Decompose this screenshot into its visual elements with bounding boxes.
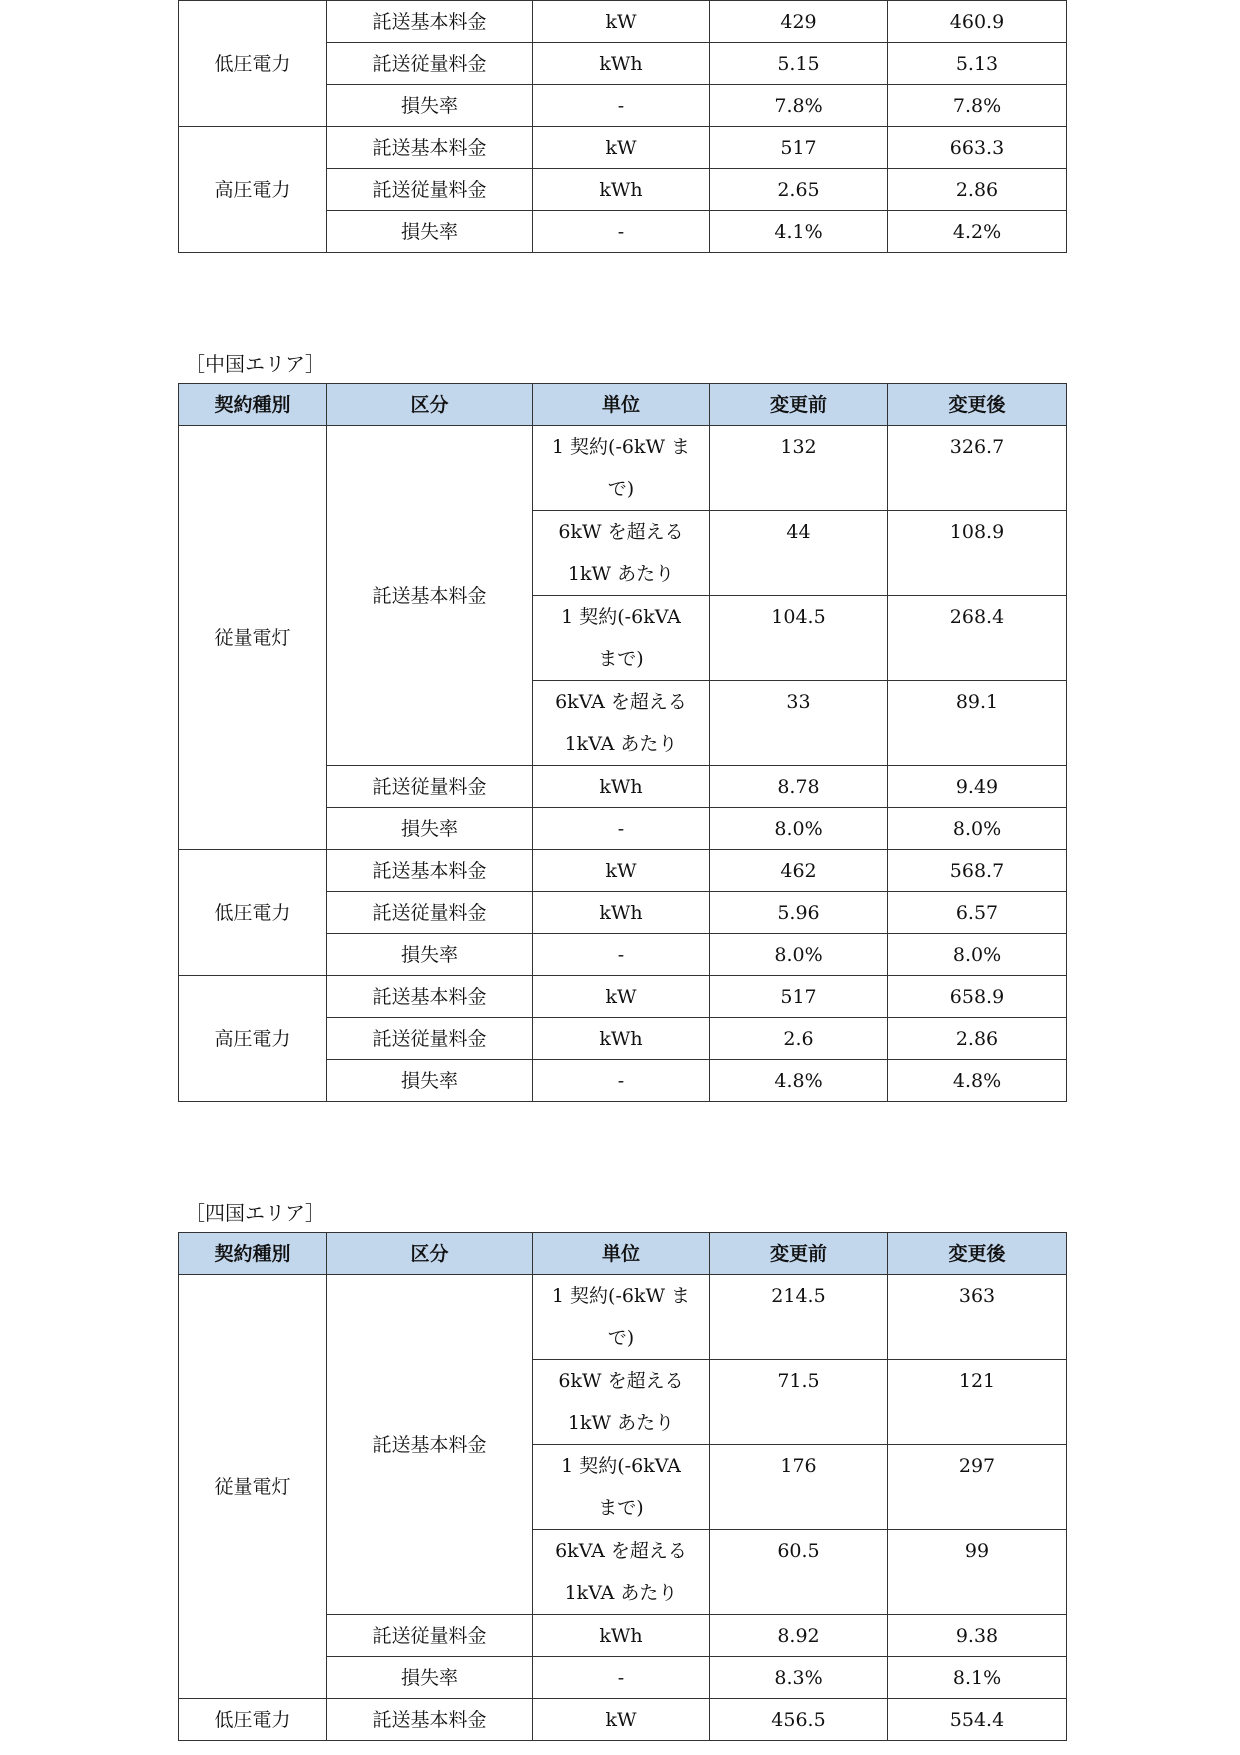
unit-cell: - (533, 85, 710, 127)
header-category: 区分 (327, 1233, 533, 1275)
top-rate-table (178, 0, 1067, 253)
table-header-row (179, 384, 1067, 426)
unit-cell: - (533, 211, 710, 253)
unit-cell: 6kW を超える 1kW あたり (533, 1360, 710, 1445)
category-cell: 損失率 (327, 1657, 533, 1699)
unit-cell: - (533, 1657, 710, 1699)
before-cell: 33 (710, 681, 888, 766)
unit-cell: kWh (533, 169, 710, 211)
category-cell: 損失率 (327, 1060, 533, 1102)
category-cell: 損失率 (327, 85, 533, 127)
before-cell: 44 (710, 511, 888, 596)
unit-cell: kWh (533, 1615, 710, 1657)
unit-cell: 6kVA を超える 1kVA あたり (533, 681, 710, 766)
unit-cell: kW (533, 1699, 710, 1741)
after-cell: 89.1 (888, 681, 1067, 766)
unit-cell: kWh (533, 1018, 710, 1060)
contract-type-cell: 低圧電力 (179, 1, 327, 127)
unit-cell: 1 契約(-6kW ま で) (533, 1275, 710, 1360)
unit-cell: 1 契約(-6kVA まで) (533, 1445, 710, 1530)
before-cell: 60.5 (710, 1530, 888, 1615)
header-after: 変更後 (888, 1233, 1067, 1275)
unit-cell: 6kW を超える 1kW あたり (533, 511, 710, 596)
before-cell: 132 (710, 426, 888, 511)
before-cell: 4.8% (710, 1060, 888, 1102)
table-row (179, 1699, 1067, 1741)
category-cell: 託送従量料金 (327, 43, 533, 85)
category-cell: 託送従量料金 (327, 892, 533, 934)
unit-cell: 1 契約(-6kVA まで) (533, 596, 710, 681)
category-cell: 損失率 (327, 934, 533, 976)
before-cell: 429 (710, 1, 888, 43)
table-header-row (179, 1233, 1067, 1275)
before-cell: 214.5 (710, 1275, 888, 1360)
unit-cell: kWh (533, 766, 710, 808)
unit-cell: kW (533, 850, 710, 892)
table-row (179, 426, 1067, 511)
after-cell: 4.8% (888, 1060, 1067, 1102)
contract-type-cell: 低圧電力 (179, 850, 327, 976)
before-cell: 176 (710, 1445, 888, 1530)
header-before: 変更前 (710, 1233, 888, 1275)
after-cell: 9.49 (888, 766, 1067, 808)
after-cell: 8.0% (888, 808, 1067, 850)
after-cell: 554.4 (888, 1699, 1067, 1741)
category-cell: 損失率 (327, 211, 533, 253)
after-cell: 663.3 (888, 127, 1067, 169)
unit-cell: kW (533, 127, 710, 169)
after-cell: 2.86 (888, 1018, 1067, 1060)
after-cell: 2.86 (888, 169, 1067, 211)
category-cell: 託送従量料金 (327, 766, 533, 808)
category-cell: 託送基本料金 (327, 850, 533, 892)
unit-cell: kWh (533, 892, 710, 934)
before-cell: 2.65 (710, 169, 888, 211)
before-cell: 7.8% (710, 85, 888, 127)
after-cell: 8.1% (888, 1657, 1067, 1699)
before-cell: 8.92 (710, 1615, 888, 1657)
before-cell: 517 (710, 127, 888, 169)
unit-cell: kW (533, 976, 710, 1018)
category-cell: 託送基本料金 (327, 127, 533, 169)
unit-cell: kW (533, 1, 710, 43)
table-row (179, 850, 1067, 892)
table-row (179, 1275, 1067, 1360)
after-cell: 326.7 (888, 426, 1067, 511)
before-cell: 8.3% (710, 1657, 888, 1699)
category-cell: 損失率 (327, 808, 533, 850)
before-cell: 2.6 (710, 1018, 888, 1060)
unit-cell: kWh (533, 43, 710, 85)
unit-cell: 1 契約(-6kW ま で) (533, 426, 710, 511)
shikoku-area-heading: ［四国エリア］ (185, 1201, 325, 1225)
after-cell: 268.4 (888, 596, 1067, 681)
after-cell: 99 (888, 1530, 1067, 1615)
before-cell: 456.5 (710, 1699, 888, 1741)
before-cell: 8.78 (710, 766, 888, 808)
after-cell: 658.9 (888, 976, 1067, 1018)
contract-type-cell: 低圧電力 (179, 1699, 327, 1741)
after-cell: 108.9 (888, 511, 1067, 596)
before-cell: 71.5 (710, 1360, 888, 1445)
after-cell: 7.8% (888, 85, 1067, 127)
before-cell: 5.15 (710, 43, 888, 85)
after-cell: 363 (888, 1275, 1067, 1360)
category-cell: 託送基本料金 (327, 426, 533, 766)
header-after: 変更後 (888, 384, 1067, 426)
before-cell: 517 (710, 976, 888, 1018)
contract-type-cell: 従量電灯 (179, 1275, 327, 1699)
header-unit: 単位 (533, 384, 710, 426)
after-cell: 297 (888, 1445, 1067, 1530)
unit-cell: - (533, 934, 710, 976)
before-cell: 462 (710, 850, 888, 892)
after-cell: 5.13 (888, 43, 1067, 85)
after-cell: 8.0% (888, 934, 1067, 976)
category-cell: 託送基本料金 (327, 1, 533, 43)
contract-type-cell: 従量電灯 (179, 426, 327, 850)
before-cell: 104.5 (710, 596, 888, 681)
category-cell: 託送従量料金 (327, 1018, 533, 1060)
table-row (179, 1, 1067, 43)
header-category: 区分 (327, 384, 533, 426)
after-cell: 9.38 (888, 1615, 1067, 1657)
before-cell: 8.0% (710, 808, 888, 850)
after-cell: 6.57 (888, 892, 1067, 934)
header-before: 変更前 (710, 384, 888, 426)
chugoku-rate-table (178, 383, 1067, 1102)
unit-cell: 6kVA を超える 1kVA あたり (533, 1530, 710, 1615)
category-cell: 託送従量料金 (327, 169, 533, 211)
category-cell: 託送従量料金 (327, 1615, 533, 1657)
header-contract: 契約種別 (179, 384, 327, 426)
before-cell: 8.0% (710, 934, 888, 976)
category-cell: 託送基本料金 (327, 976, 533, 1018)
category-cell: 託送基本料金 (327, 1699, 533, 1741)
category-cell: 託送基本料金 (327, 1275, 533, 1615)
after-cell: 568.7 (888, 850, 1067, 892)
before-cell: 4.1% (710, 211, 888, 253)
unit-cell: - (533, 808, 710, 850)
header-contract: 契約種別 (179, 1233, 327, 1275)
table-row (179, 976, 1067, 1018)
before-cell: 5.96 (710, 892, 888, 934)
after-cell: 4.2% (888, 211, 1067, 253)
after-cell: 121 (888, 1360, 1067, 1445)
unit-cell: - (533, 1060, 710, 1102)
after-cell: 460.9 (888, 1, 1067, 43)
header-unit: 単位 (533, 1233, 710, 1275)
contract-type-cell: 高圧電力 (179, 127, 327, 253)
contract-type-cell: 高圧電力 (179, 976, 327, 1102)
shikoku-rate-table (178, 1232, 1067, 1741)
chugoku-area-heading: ［中国エリア］ (185, 352, 325, 376)
table-row (179, 127, 1067, 169)
